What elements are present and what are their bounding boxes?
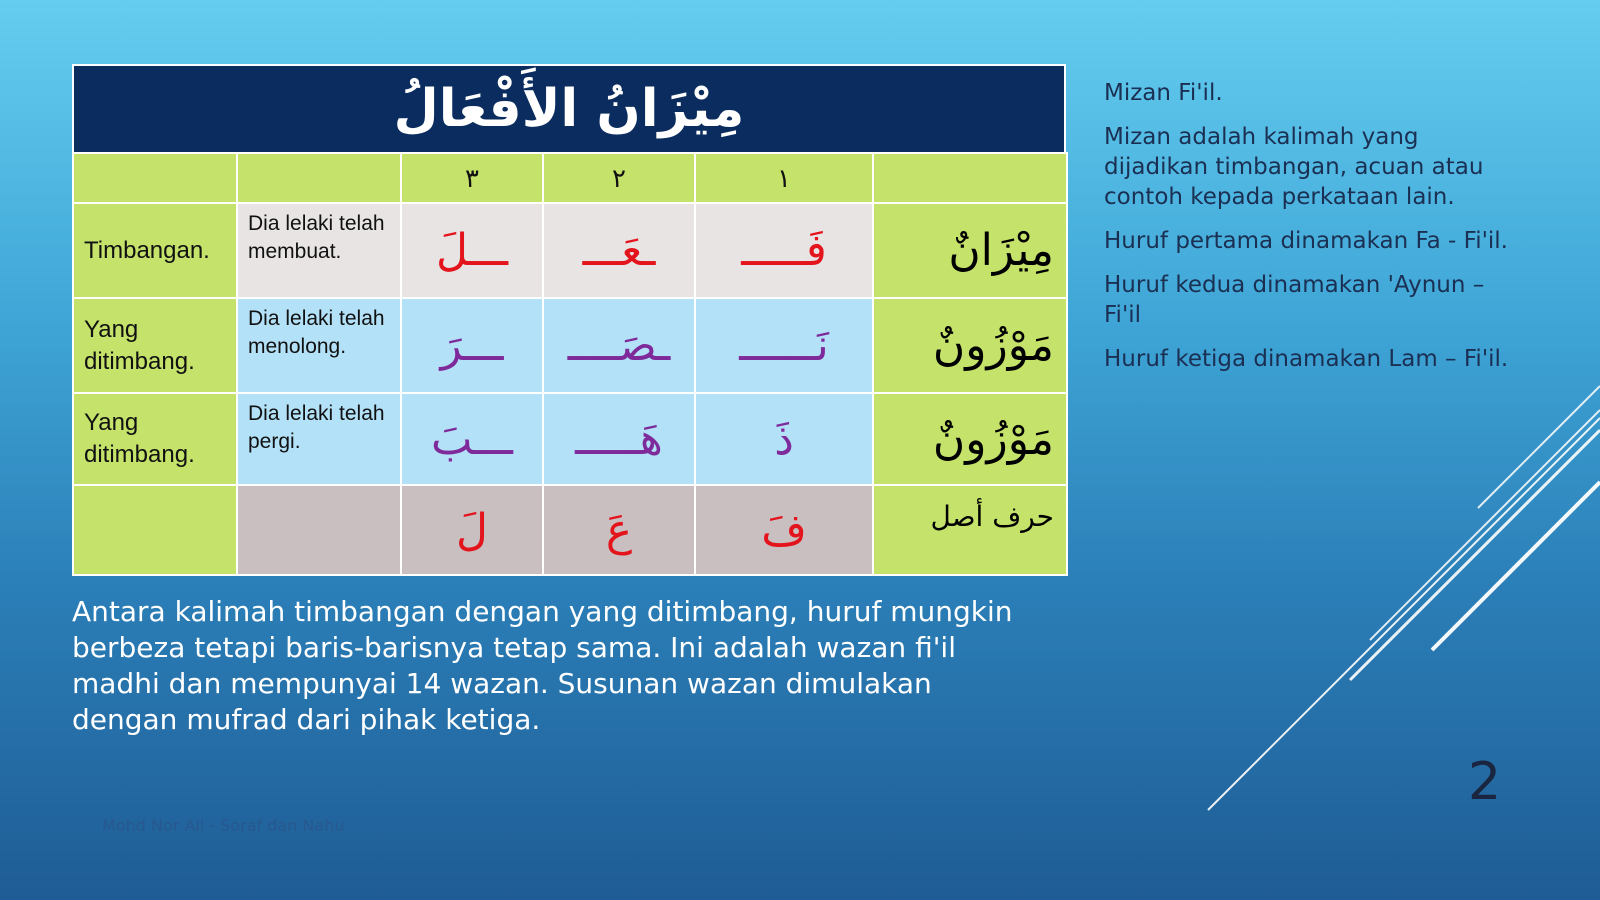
body-paragraph: Antara kalimah timbangan dengan yang ditimbang, huruf mungkin berbeza tetapi baris-barisnya tetap sama. Ini adalah wazan fi'il madhi dan mempunyai 14 wazan. Susunan wazan dimulakan dengan mufrad dari pihak ketiga. [72,595,1013,736]
row-description: Dia lelaki telah menolong. [237,298,401,393]
side-note: Huruf ketiga dinamakan Lam – Fi'il. [1104,346,1509,372]
row-description: Dia lelaki telah membuat. [237,203,401,298]
letter-dhal: ذَ [695,393,873,485]
header-number-1: ١ [695,153,873,203]
header-number-3: ٣ [401,153,543,203]
side-note: Huruf kedua dinamakan 'Aynun – Fi'il [1104,272,1485,328]
row-label: Yang ditimbang. [73,393,237,485]
letter-ra: ـــرَ [401,298,543,393]
letter-nun: نَــــــ [695,298,873,393]
harf-asl-label: حرف أصل [873,485,1067,575]
letter-lam: لَ [401,485,543,575]
arabic-word: مَوْزُونٌ [873,298,1067,393]
title-text: مِيْزَانُ الأَفْعَالُ [393,79,745,139]
letter-ain: عَ [543,485,695,575]
side-note: Mizan Fi'il. [1104,80,1223,106]
letter-fa: فَ [695,485,873,575]
row-label: Timbangan. [73,203,237,298]
letter-ba: ـــبَ [401,393,543,485]
side-note: Huruf pertama dinamakan Fa - Fi'il. [1104,228,1508,254]
arabic-word: مَوْزُونٌ [873,393,1067,485]
row-description: Dia lelaki telah pergi. [237,393,401,485]
arabic-word: مِيْزَانٌ [873,203,1067,298]
header-number-2: ٢ [543,153,695,203]
row-label: Yang ditimbang. [73,298,237,393]
letter-ain: ـعَـــ [543,203,695,298]
side-note: Mizan adalah kalimah yang dijadikan timbangan, acuan atau contoh kepada perkataan lain. [1104,124,1484,210]
page-number: 2 [1468,752,1502,812]
footer-text: Mohd Nor Ali - Soraf dan Nahu [102,816,345,835]
letter-fa: فَـــــ [695,203,873,298]
letter-lam: ـــلَ [401,203,543,298]
letter-ha: هَـــــ [543,393,695,485]
letter-sad: ـصَــــ [543,298,695,393]
